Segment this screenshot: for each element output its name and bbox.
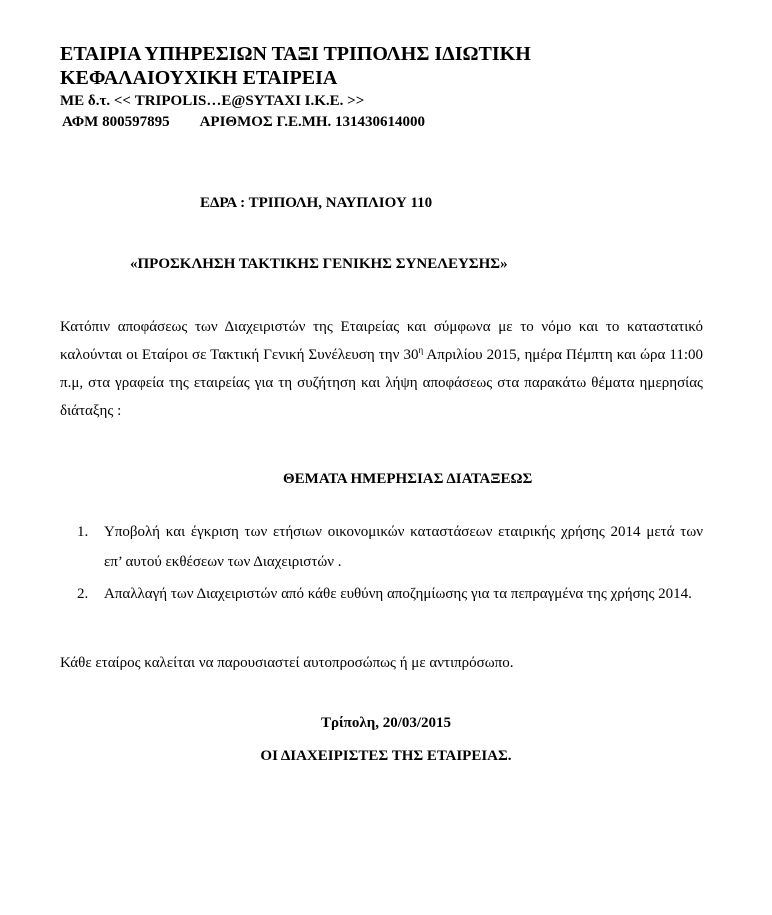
invitation-title: «ΠΡΟΣΚΛΗΣΗ ΤΑΚΤΙΚΗΣ ΓΕΝΙΚΗΣ ΣΥΝΕΛΕΥΣΗΣ»: [130, 256, 508, 272]
ordinal-superscript: η: [418, 345, 424, 355]
closing-note: Κάθε εταίρος καλείται να παρουσιαστεί αυτοπροσώπως ή με αντιπρόσωπο.: [60, 655, 514, 671]
company-name-line-1: ΕΤΑΙΡΙΑ ΥΠΗΡΕΣΙΩΝ ΤΑΞΙ ΤΡΙΠΟΛΗΣ ΙΔΙΩΤΙΚΗ: [60, 43, 531, 65]
company-name: [60, 42, 740, 90]
body-text-part-1: Κατόπιν αποφάσεως των Διαχειριστών της Εταιρείας και σύμφωνα με το νόμο και το καταστατικό καλούνται οι Εταίροι σε Τακτική Γενική Συνέλευση την 30: [60, 319, 703, 363]
registration-line: [62, 113, 425, 131]
agenda-item: [60, 583, 703, 605]
agenda-item-number: 1.: [77, 524, 89, 540]
trade-name: ΜΕ δ.τ. << TRIPOLIS…E@SYTAXI I.K.E. >>: [60, 93, 365, 109]
signature-line: ΟΙ ΔΙΑΧΕΙΡΙΣΤΕΣ ΤΗΣ ΕΤΑΙΡΕΙΑΣ.: [260, 748, 512, 764]
agenda-item: [60, 517, 703, 577]
tax-id: ΑΦΜ 800597895: [62, 114, 170, 130]
agenda-title: ΘΕΜΑΤΑ ΗΜΕΡΗΣΙΑΣ ΔΙΑΤΑΞΕΩΣ: [283, 471, 533, 487]
invitation-body: [60, 313, 703, 425]
agenda-item-text: Υποβολή και έγκριση των ετήσιων οικονομικών καταστάσεων εταιρικής χρήσης 2014 μετά των επ’ αυτού εκθέσεων των Διαχειριστών .: [104, 524, 703, 570]
body-text-part-2: Απριλίου 2015, ημέρα Πέμπτη και ώρα 11:00 π.μ, στα γραφεία της εταιρείας για τη συζήτηση και λήψη αποφάσεως στα παρακάτω θέματα ημερησίας διάταξης :: [60, 347, 703, 419]
agenda-list: [60, 517, 703, 605]
company-seat: ΕΔΡΑ : ΤΡΙΠΟΛΗ, ΝΑΥΠΛΙΟΥ 110: [200, 195, 433, 211]
gemi-number: ΑΡΙΘΜΟΣ Γ.Ε.ΜΗ. 131430614000: [199, 114, 426, 130]
agenda-item-text: Απαλλαγή των Διαχειριστών από κάθε ευθύνη αποζημίωσης για τα πεπραγμένα της χρήσης 2014.: [104, 586, 692, 602]
agenda-item-number: 2.: [77, 586, 89, 602]
date-line: Τρίπολη, 20/03/2015: [320, 715, 452, 731]
company-name-line-2: ΚΕΦΑΛΑΙΟΥΧΙΚΗ ΕΤΑΙΡΕΙΑ: [60, 67, 338, 89]
